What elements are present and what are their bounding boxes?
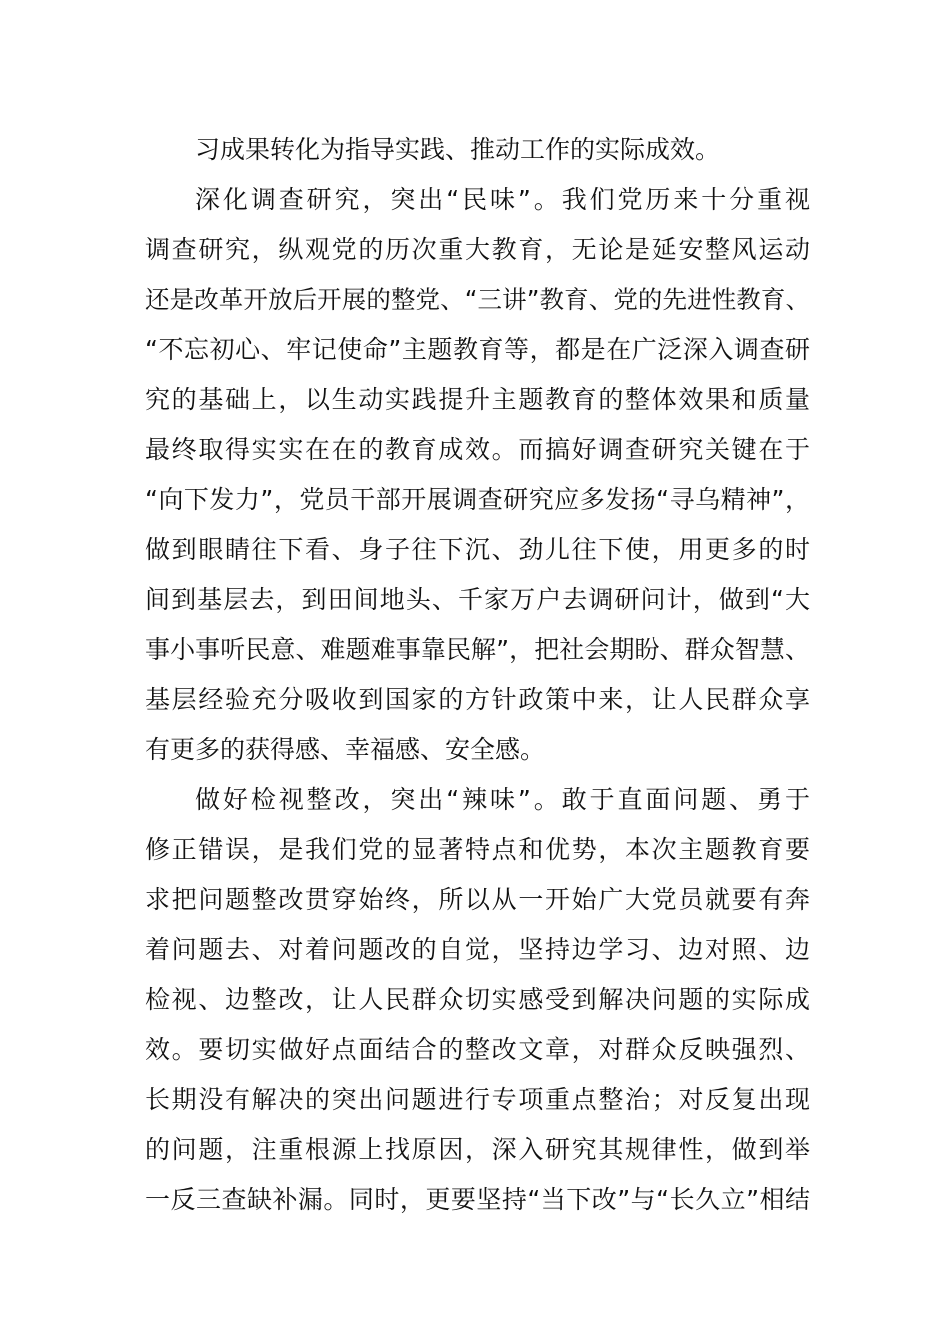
text-line: 长期没有解决的突出问题进行专项重点整治；对反复出现 xyxy=(145,1085,810,1114)
text-line: 效。要切实做好点面结合的整改文章，对群众反映强烈、 xyxy=(145,1035,810,1064)
text-line: 究的基础上，以生动实践提升主题教育的整体效果和质量 xyxy=(145,385,810,414)
text-line: “向下发力”，党员干部开展调查研究应多发扬“寻乌精神”， xyxy=(145,485,810,514)
text-line: 一反三查缺补漏。同时，更要坚持“当下改”与“长久立”相结 xyxy=(145,1185,810,1214)
text-line: 调查研究，纵观党的历次重大教育，无论是延安整风运动 xyxy=(145,235,810,264)
text-line: 的问题，注重根源上找原因，深入研究其规律性，做到举 xyxy=(145,1135,810,1164)
text-line: 有更多的获得感、幸福感、安全感。 xyxy=(145,735,546,764)
text-line: 着问题去、对着问题改的自觉，坚持边学习、边对照、边 xyxy=(145,935,810,964)
text-line: 修正错误，是我们党的显著特点和优势，本次主题教育要 xyxy=(145,835,810,864)
text-line: 间到基层去，到田间地头、千家万户去调研问计，做到“大 xyxy=(145,585,810,614)
text-line: 深化调查研究，突出“民味”。我们党历来十分重视 xyxy=(195,185,810,214)
text-line: 事小事听民意、难题难事靠民解”，把社会期盼、群众智慧、 xyxy=(145,635,810,664)
text-line: 最终取得实实在在的教育成效。而搞好调查研究关键在于 xyxy=(145,435,810,464)
text-line: 做到眼睛往下看、身子往下沉、劲儿往下使，用更多的时 xyxy=(145,535,810,564)
text-line: 习成果转化为指导实践、推动工作的实际成效。 xyxy=(195,135,721,164)
text-line: 检视、边整改，让人民群众切实感受到解决问题的实际成 xyxy=(145,985,810,1014)
text-line: 还是改革开放后开展的整党、“三讲”教育、党的先进性教育、 xyxy=(145,285,810,314)
text-line: 求把问题整改贯穿始终，所以从一开始广大党员就要有奔 xyxy=(145,885,810,914)
text-line: “不忘初心、牢记使命”主题教育等，都是在广泛深入调查研 xyxy=(145,335,810,364)
text-line: 做好检视整改，突出“辣味”。敢于直面问题、勇于 xyxy=(195,785,810,814)
text-line: 基层经验充分吸收到国家的方针政策中来，让人民群众享 xyxy=(145,685,810,714)
document-body xyxy=(145,125,810,1225)
